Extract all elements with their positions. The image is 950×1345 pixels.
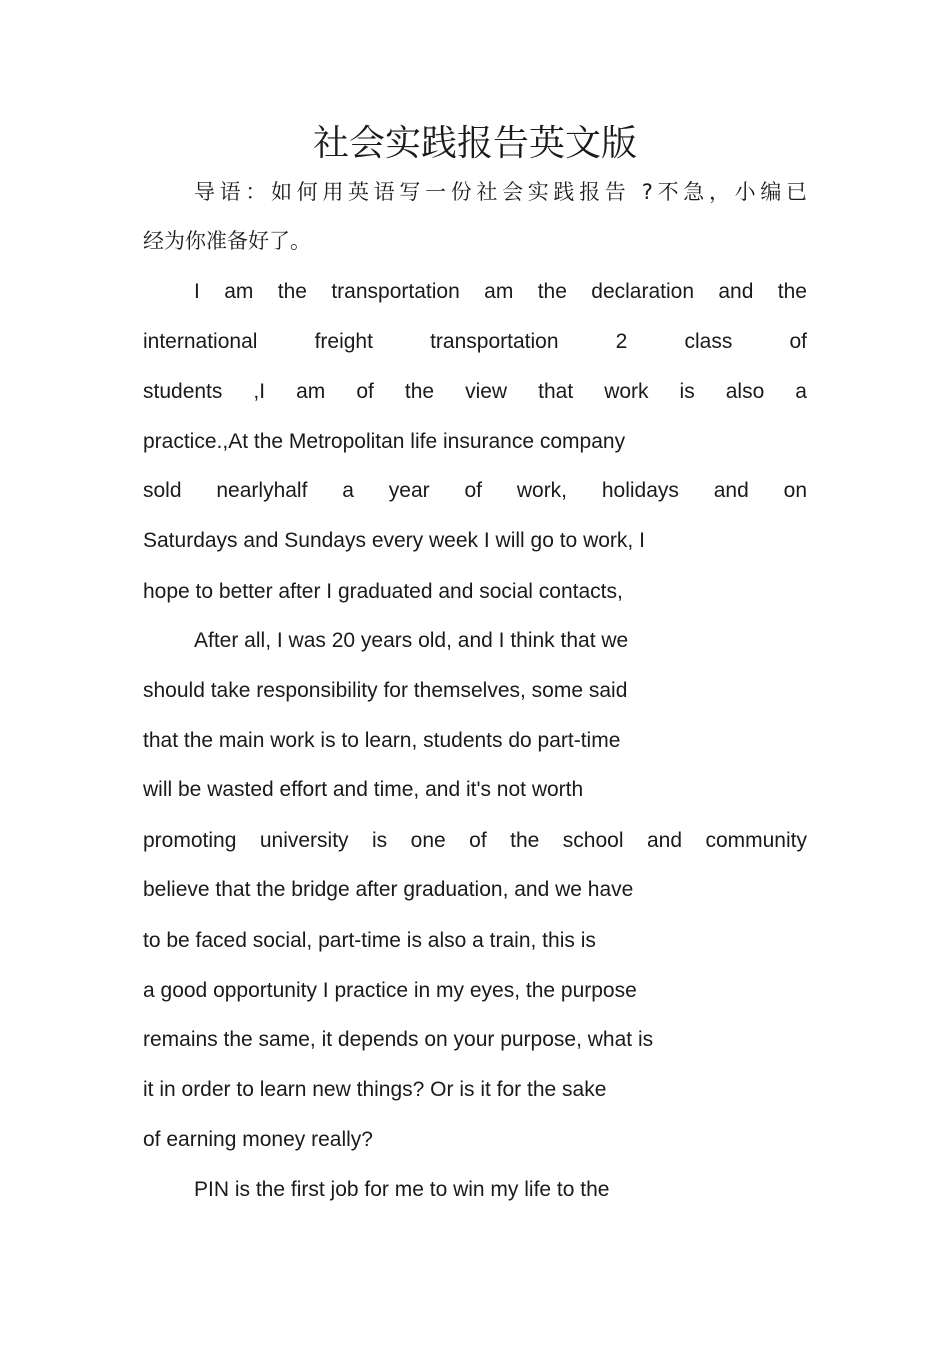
paragraph-line: believe that the bridge after graduation, and we have — [143, 878, 634, 901]
paragraph-line: Saturdays and Sundays every week I will go to work, I — [143, 529, 645, 552]
paragraph-line: remains the same, it depends on your purpose, what is — [143, 1028, 654, 1051]
page-title: 社会实践报告英文版 — [312, 123, 637, 164]
paragraph-line: of earning money really? — [143, 1128, 373, 1151]
intro-line-1: 导语：如何用英语写一份社会实践报告 ?不急，小编已 — [194, 180, 807, 204]
paragraph-line: will be wasted effort and time, and it's not worth — [143, 778, 584, 801]
paragraph-line: I am the transportation am the declaration and the — [194, 280, 807, 303]
paragraph-line: should take responsibility for themselves, some said — [143, 679, 628, 702]
paragraph-line: it in order to learn new things? Or is it for the sake — [143, 1078, 607, 1101]
paragraph-line: students ,I am of the view that work is also a — [143, 380, 807, 403]
paragraph-line: promoting university is one of the school and community — [143, 829, 807, 852]
paragraph-line: to be faced social, part-time is also a train, this is — [143, 929, 596, 952]
paragraph-line: practice.,At the Metropolitan life insurance company — [143, 430, 626, 453]
intro-line-2: 经为你准备好了。 — [143, 229, 311, 253]
paragraph-line: international freight transportation 2 class of — [143, 330, 807, 353]
paragraph-line: hope to better after I graduated and social contacts, — [143, 580, 623, 603]
paragraph-line: a good opportunity I practice in my eyes, the purpose — [143, 979, 637, 1002]
paragraph-line: that the main work is to learn, students do part-time — [143, 729, 621, 752]
paragraph-line: sold nearlyhalf a year of work, holidays and on — [143, 479, 807, 502]
paragraph-line: After all, I was 20 years old, and I think that we — [194, 629, 629, 652]
paragraph-line: PIN is the first job for me to win my life to the — [194, 1178, 610, 1201]
